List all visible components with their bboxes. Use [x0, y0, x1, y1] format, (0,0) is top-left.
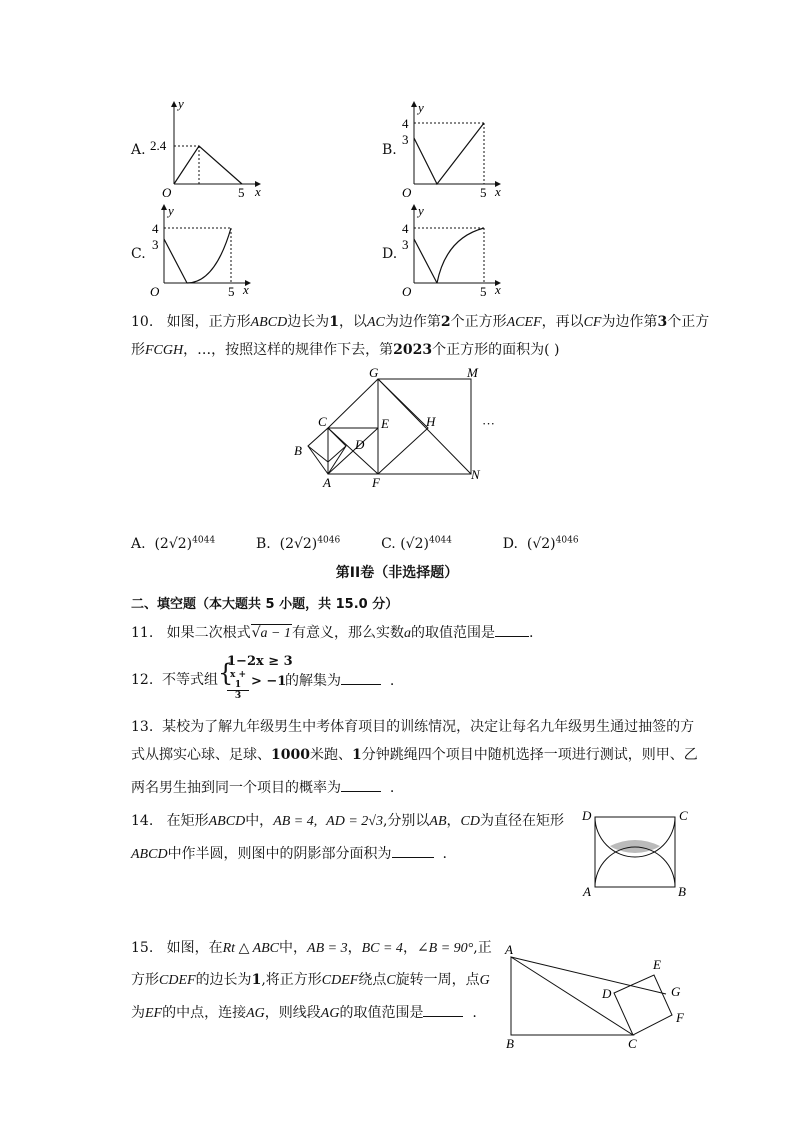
svg-text:A: A: [505, 942, 513, 957]
svg-text:5: 5: [480, 284, 487, 299]
option-d: D. $(√2)^{4046}$: [502, 535, 579, 552]
svg-text:B: B: [294, 443, 302, 458]
brace: {: [218, 659, 234, 687]
svg-text:H: H: [426, 414, 436, 429]
ineq2: > −1: [251, 674, 287, 689]
svg-text:3: 3: [152, 237, 159, 252]
x-tick: 5: [238, 185, 245, 200]
svg-text:y: y: [418, 203, 424, 218]
svg-text:D: D: [355, 437, 365, 452]
svg-text:3: 3: [402, 237, 409, 252]
svg-text:O: O: [402, 185, 412, 200]
svg-text:G: G: [369, 365, 379, 380]
svg-text:M: M: [467, 365, 478, 380]
q12-number: 12.: [131, 672, 154, 688]
option-c: C. $(√2)^{4044}$: [381, 535, 452, 552]
svg-text:F: F: [676, 1010, 684, 1025]
q10-figure: [290, 366, 520, 491]
q15-line1: 15. 如图，在Rt △ ABC中，AB = 3，BC = 4，∠B = 90°,正: [131, 940, 492, 956]
q14-line2: ABCD中作半圆，则图中的阴影部分面积为 .: [131, 843, 447, 865]
svg-text:x: x: [243, 282, 249, 297]
y-tick: 2.4: [150, 138, 167, 153]
q14-line1: 14. 在矩形ABCD中，AB = 4, AD = 2√3,分别以AB，CD为直径在矩形: [131, 813, 564, 829]
curve: [187, 228, 231, 283]
q13-line2: 式从掷实心球、足球、1000米跑、1分钟跳绳四个项目中随机选择一项进行测试，则甲、乙: [131, 747, 698, 763]
svg-text:E: E: [653, 957, 661, 972]
svg-text:F: F: [372, 475, 380, 490]
question-number: 10.: [131, 314, 154, 330]
q9-option-c-label: C.: [131, 246, 146, 262]
svg-text:A: A: [323, 475, 331, 490]
svg-text:5: 5: [480, 185, 487, 200]
triangle-abc: [511, 957, 633, 1035]
q12-rest: 的解集为 .: [285, 670, 394, 691]
q15-line3: 为EF的中点，连接AG，则线段AG的取值范围是 .: [131, 1002, 477, 1024]
q9-option-b-label: B.: [382, 142, 397, 158]
svg-text:x: x: [495, 184, 501, 199]
q9-graph-c: [130, 203, 270, 303]
svg-text:B: B: [506, 1036, 514, 1051]
x-label: x: [255, 184, 261, 199]
svg-text:x: x: [495, 282, 501, 297]
option-a: A. $(2√2)^{4044}$: [131, 535, 216, 552]
svg-text:O: O: [150, 284, 160, 299]
ineq1: 1−2x ≥ 3: [227, 654, 293, 669]
origin-label: O: [162, 185, 172, 200]
q9-graph-a: [140, 98, 280, 198]
q12-label: 不等式组: [162, 672, 218, 688]
q9-graph-b: [380, 98, 520, 198]
q10-options: [131, 530, 579, 554]
svg-text:4: 4: [152, 221, 159, 236]
svg-text:D: D: [602, 986, 612, 1001]
option-b: B. $(2√2)^{4046}$: [255, 535, 341, 552]
part2-title: 第II卷（非选择题）: [335, 565, 459, 581]
q9-graph-d: [380, 203, 520, 303]
svg-text:D: D: [582, 808, 592, 823]
answer-blank[interactable]: [341, 777, 381, 792]
q9-option-a-label: A.: [131, 142, 146, 158]
square-abcd: [308, 428, 346, 462]
q9-option-d-label: D.: [382, 246, 398, 262]
q11: 11. 如果二次根式√a − 1有意义，那么实数a的取值范围是 .: [131, 622, 533, 644]
q10-line1: 10. 如图，正方形ABCD边长为1，以AC为边作第2个正方形ACEF，再以CF为边作第3个正方: [131, 314, 710, 330]
q14-figure: [580, 808, 700, 900]
y-label: y: [178, 96, 184, 111]
svg-text:3: 3: [402, 132, 409, 147]
q13-line1: 13. 某校为了解九年级男生中考体育项目的训练情况，决定让每名九年级男生通过抽签的方: [131, 719, 695, 735]
radical: √a − 1: [251, 625, 291, 641]
q13-line3: 两名男生抽到同一个项目的概率为 .: [131, 777, 394, 798]
q10-line2: 形FCGH，…，按照这样的规律作下去，第2023个正方形的面积为( ): [131, 342, 560, 358]
fraction: x + 1 3: [227, 670, 249, 701]
svg-text:B: B: [678, 884, 686, 899]
svg-text:y: y: [418, 100, 424, 115]
svg-text:5: 5: [228, 284, 235, 299]
svg-text:y: y: [168, 203, 174, 218]
q15-line2: 方形CDEF的边长为1,将正方形CDEF绕点C旋转一周，点G: [131, 972, 490, 988]
curve: [414, 123, 484, 184]
curve: [174, 146, 242, 184]
section-title: 二、填空题（本大题共 5 小题，共 15.0 分）: [131, 597, 399, 612]
q15-figure: [500, 940, 710, 1052]
svg-text:E: E: [381, 416, 389, 431]
segment-ag: [511, 957, 666, 994]
answer-blank[interactable]: [341, 670, 381, 685]
answer-blank[interactable]: [392, 843, 434, 858]
answer-blank[interactable]: [423, 1002, 463, 1017]
continuation-dots: ···: [482, 416, 495, 431]
svg-text:O: O: [402, 284, 412, 299]
svg-text:N: N: [471, 467, 480, 482]
svg-text:4: 4: [402, 221, 409, 236]
svg-text:C: C: [318, 414, 327, 429]
svg-text:C: C: [679, 808, 688, 823]
svg-text:A: A: [583, 884, 591, 899]
curve: [437, 228, 484, 283]
svg-text:4: 4: [402, 116, 409, 131]
svg-text:C: C: [628, 1036, 637, 1051]
svg-text:G: G: [671, 984, 681, 999]
answer-blank[interactable]: [495, 622, 529, 637]
